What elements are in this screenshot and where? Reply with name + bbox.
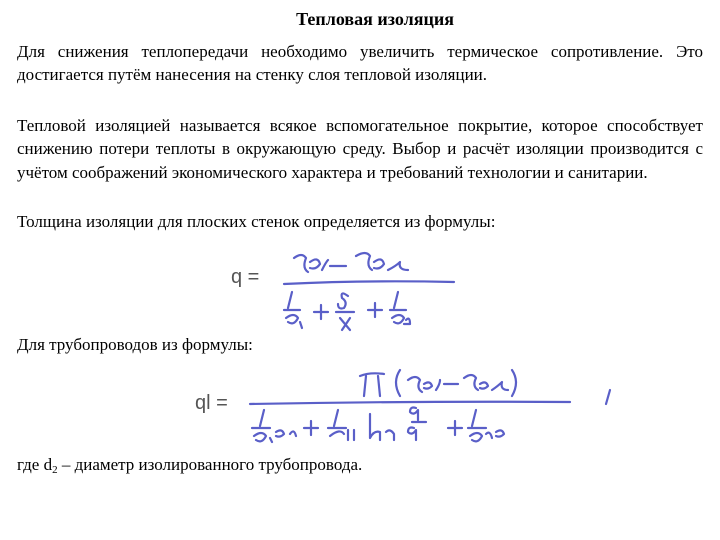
paragraph-pipes: Для трубопроводов из формулы: [17, 335, 253, 354]
d2-description: – диаметр изолированного трубопровода. [57, 455, 363, 474]
scan-ghost-text [180, 346, 184, 366]
flat-wall-formula-label: q = [231, 266, 260, 288]
page-title: Тепловая изоляция [296, 9, 454, 29]
pipe-formula-handwriting [240, 360, 640, 450]
d2-subscript: 2 [52, 464, 58, 476]
paragraph-intro: Для снижения теплопередачи необходимо увеличить термическое сопротивление. Это достигается путём нанесения на стенку слоя тепловой изоляции. [17, 42, 703, 85]
paragraph-d2-definition [17, 453, 703, 482]
pipe-formula-label: ql = [195, 392, 228, 414]
d2-prefix: где d [17, 455, 53, 474]
paragraph-flat-wall: Толщина изоляции для плоских стенок определяется из формулы: [17, 212, 496, 231]
paragraph-definition: Тепловой изоляцией называется всякое вспомогательное покрытие, которое способствует снижению потери теплоты в окружающую среду. Выбор и расчёт изоляции производится с учётом соображений экономического характера и требований технологии и санитарии. [17, 116, 703, 182]
flat-wall-formula-handwriting [270, 248, 470, 333]
